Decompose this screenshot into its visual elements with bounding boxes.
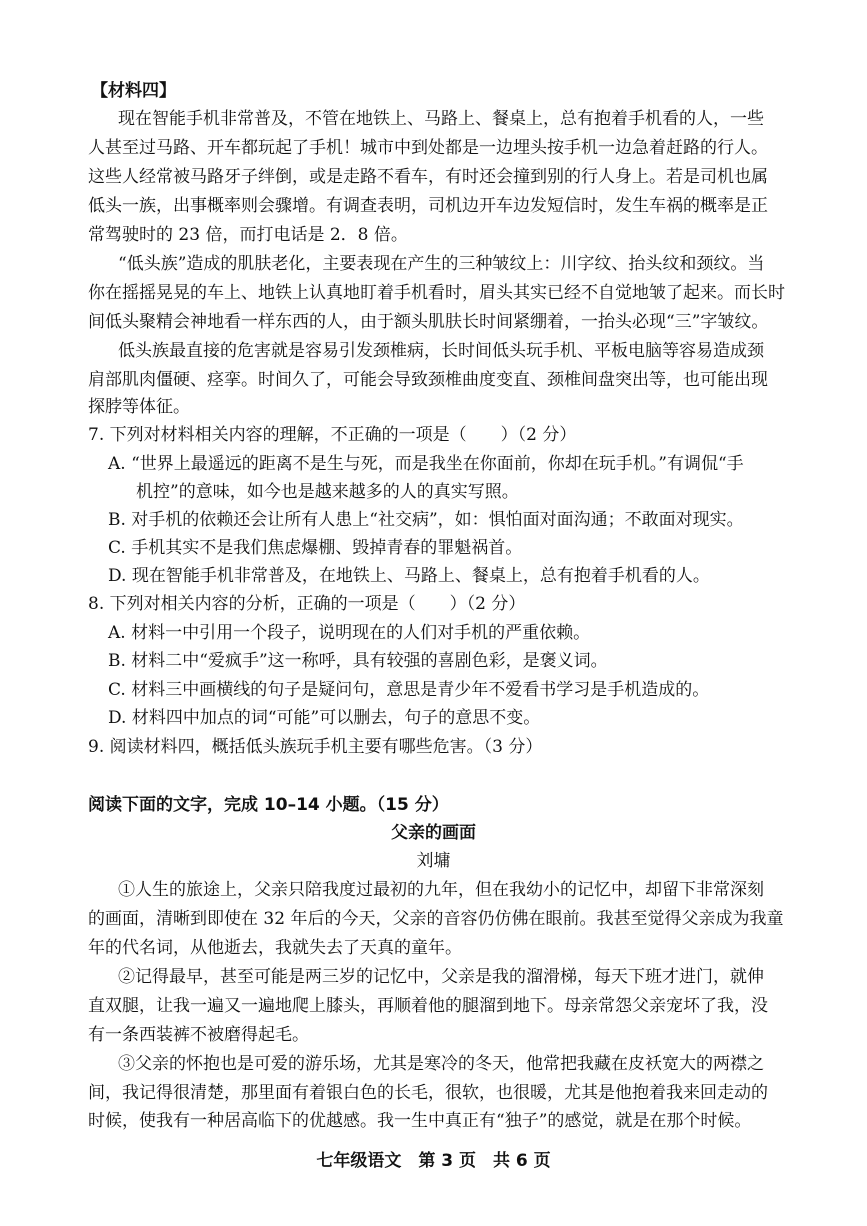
material4-p3-line3: 探脖等体征。 (88, 397, 190, 417)
para1-line3: 年的代名词，从他逝去，我就失去了天真的童年。 (88, 938, 462, 958)
q9-stem: 9. 阅读材料四，概括低头族玩手机主要有哪些危害。（3 分） (88, 737, 543, 757)
material4-p1-line5: 常驾驶时的 23 倍，而打电话是 2．8 倍。 (88, 225, 408, 245)
material4-heading: 【材料四】 (91, 81, 176, 101)
material4-p2-line3: 间低头聚精会神地看一样东西的人，由于额头肌肤长时间紧绷着，一抬头必现“三”字皱纹。 (88, 312, 769, 332)
para1-line1: ①人生的旅途上，父亲只陪我度过最初的九年，但在我幼小的记忆中，却留下非常深刻 (118, 880, 764, 900)
reading-instruction: 阅读下面的文字，完成 10–14 小题。（15 分） (88, 795, 449, 815)
page-footer: 七年级语文 第 3 页 共 6 页 (316, 1151, 551, 1171)
material4-p1-line1: 现在智能手机非常普及，不管在地铁上、马路上、餐桌上，总有抱着手机看的人，一些 (118, 109, 764, 129)
q8-option-a: A. 材料一中引用一个段子，说明现在的人们对手机的严重依赖。 (108, 623, 591, 643)
reading-author: 刘墉 (416, 851, 451, 871)
material4-p2-line2: 你在摇摇晃晃的车上、地铁上认真地盯着手机看时，眉头其实已经不自觉地皱了起来。而长时 (88, 283, 785, 303)
q8-option-b: B. 材料二中“爱疯手”这一称呼，具有较强的喜剧色彩，是褒义词。 (108, 651, 608, 671)
q7-stem: 7. 下列对材料相关内容的理解，不正确的一项是（ ）（2 分） (88, 425, 577, 445)
para3-line2: 间，我记得很清楚，那里面有着银白色的长毛，很软，也很暖，尤其是他抱着我来回走动的 (88, 1083, 768, 1103)
q8-stem: 8. 下列对相关内容的分析，正确的一项是（ ）（2 分） (88, 594, 526, 614)
reading-title: 父亲的画面 (391, 823, 476, 843)
q7-option-a-cont: 机控”的意味，如今也是越来越多的人的真实写照。 (136, 482, 519, 502)
q7-option-b: B. 对手机的依赖还会让所有人患上“社交病”，如：惧怕面对面沟通；不敢面对现实。 (108, 510, 744, 530)
para2-line1: ②记得最早，甚至可能是两三岁的记忆中，父亲是我的溜滑梯，每天下班才进门，就伸 (118, 967, 764, 987)
q8-option-c: C. 材料三中画横线的句子是疑问句，意思是青少年不爱看书学习是手机造成的。 (108, 680, 710, 700)
q7-option-c: C. 手机其实不是我们焦虑爆棚、毁掉青春的罪魁祸首。 (108, 538, 523, 558)
material4-p1-line2: 人甚至过马路、开车都玩起了手机！城市中到处都是一边埋头按手机一边急着赶路的行人。 (88, 138, 768, 158)
para2-line2: 直双腿，让我一遍又一遍地爬上膝头，再顺着他的腿溜到地下。母亲常怨父亲宠坏了我，没 (88, 996, 768, 1016)
material4-p1-line4: 低头一族，出事概率则会骤增。有调查表明，司机边开车边发短信时，发生车祸的概率是正 (88, 196, 768, 216)
material4-p2-line1: “低头族”造成的肌肤老化，主要表现在产生的三种皱纹上：川字纹、抬头纹和颈纹。当 (118, 254, 765, 274)
para1-line2: 的画面，清晰到即使在 32 年后的今天，父亲的音容仍仿佛在眼前。我甚至觉得父亲成为我童 (88, 909, 784, 929)
material4-p1-line3: 这些人经常被马路牙子绊倒，或是走路不看车，有时还会撞到别的行人身上。若是司机也属 (88, 167, 768, 187)
para2-line3: 有一条西装裤不被磨得起毛。 (88, 1025, 309, 1045)
para3-line3: 时候，使我有一种居高临下的优越感。我一生中真正有“独子”的感觉，就是在那个时候。 (88, 1111, 752, 1131)
q8-option-d: D. 材料四中加点的词“可能”可以删去，句子的意思不变。 (108, 708, 541, 728)
material4-p3-line2: 肩部肌肉僵硬、痉挛。时间久了，可能会导致颈椎曲度变直、颈椎间盘突出等，也可能出现 (88, 370, 768, 390)
material4-p3-line1: 低头族最直接的危害就是容易引发颈椎病，长时间低头玩手机、平板电脑等容易造成颈 (118, 341, 764, 361)
para3-line1: ③父亲的怀抱也是可爱的游乐场，尤其是寒冷的冬天，他常把我藏在皮袄宽大的两襟之 (118, 1054, 764, 1074)
q7-option-a: A. “世界上最遥远的距离不是生与死，而是我坐在你面前，你却在玩手机。”有调侃“手 (108, 454, 744, 474)
q7-option-d: D. 现在智能手机非常普及，在地铁上、马路上、餐桌上，总有抱着手机看的人。 (108, 566, 710, 586)
